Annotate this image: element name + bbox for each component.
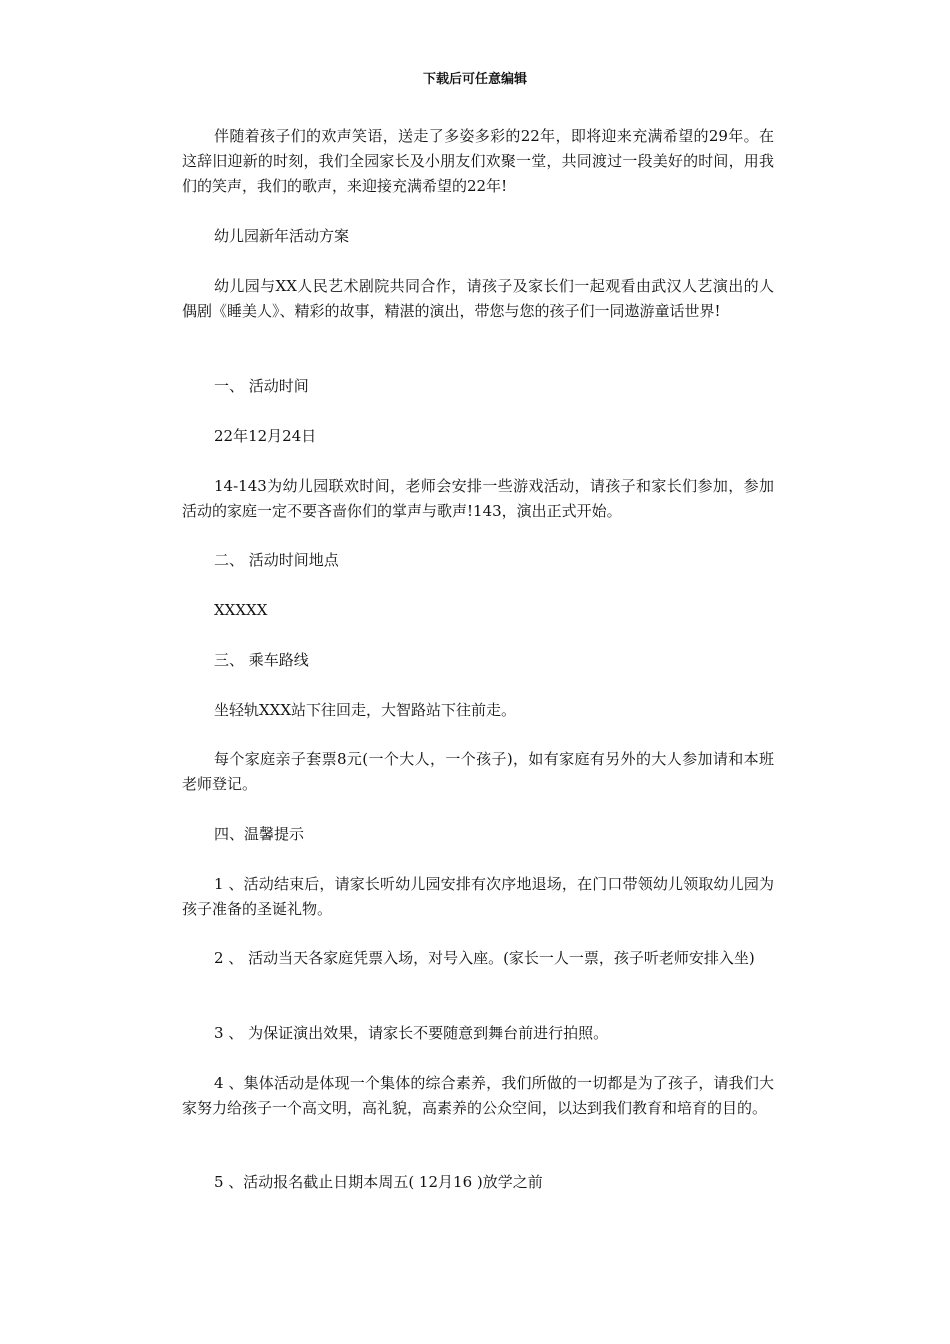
cooperation-paragraph: 幼儿园与XX人民艺术剧院共同合作，请孩子及家长们一起观看由武汉人艺演出的人偶剧《睡美人》、精彩的故事，精湛的演出，带您与您的孩子们一同遨游童话世界! <box>182 277 774 320</box>
page-header: 下载后可任意编辑 <box>422 72 527 87</box>
intro-paragraph: 伴随着孩子们的欢声笑语，送走了多姿多彩的22年，即将迎来充满希望的29年。在这辞旧迎新的时刻，我们全园家长及小朋友们欢聚一堂，共同渡过一段美好的时间，用我们的笑声，我们的歌声，来迎接充满希望的22年! <box>182 127 774 195</box>
event-date: 22年12月24日 <box>214 427 317 445</box>
section-heading-time: 一、 活动时间 <box>214 377 309 395</box>
section-heading-tips: 四、温馨提示 <box>214 825 305 843</box>
ticket-paragraph: 每个家庭亲子套票8元(一个大人，一个孩子)，如有家庭有另外的大人参加请和本班老师登记。 <box>182 750 774 793</box>
location-value: XXXXX <box>214 601 268 619</box>
tip-item-4: 4 、集体活动是体现一个集体的综合素养，我们所做的一切都是为了孩子，请我们大家努力给孩子一个高文明，高礼貌，高素养的公众空间，以达到我们教育和培育的目的。 <box>182 1074 774 1117</box>
section-heading-location: 二、 活动时间地点 <box>214 551 339 569</box>
tip-item-3: 3 、 为保证演出效果，请家长不要随意到舞台前进行拍照。 <box>214 1024 609 1042</box>
tip-item-2: 2 、 活动当天各家庭凭票入场，对号入座。(家长一人一票，孩子听老师安排入坐) <box>214 949 755 967</box>
route-paragraph: 坐轻轨XXX站下往回走，大智路站下往前走。 <box>214 701 517 719</box>
tip-item-1: 1 、活动结束后，请家长听幼儿园安排有次序地退场，在门口带领幼儿领取幼儿园为孩子准备的圣诞礼物。 <box>182 875 774 918</box>
section-heading-route: 三、 乘车路线 <box>214 651 309 669</box>
schedule-paragraph: 14-143为幼儿园联欢时间，老师会安排一些游戏活动，请孩子和家长们参加，参加活动的家庭一定不要吝啬你们的掌声与歌声!143，演出正式开始。 <box>182 477 774 520</box>
plan-title: 幼儿园新年活动方案 <box>214 227 350 245</box>
tip-item-5: 5 、活动报名截止日期本周五( 12月16 )放学之前 <box>214 1173 543 1191</box>
